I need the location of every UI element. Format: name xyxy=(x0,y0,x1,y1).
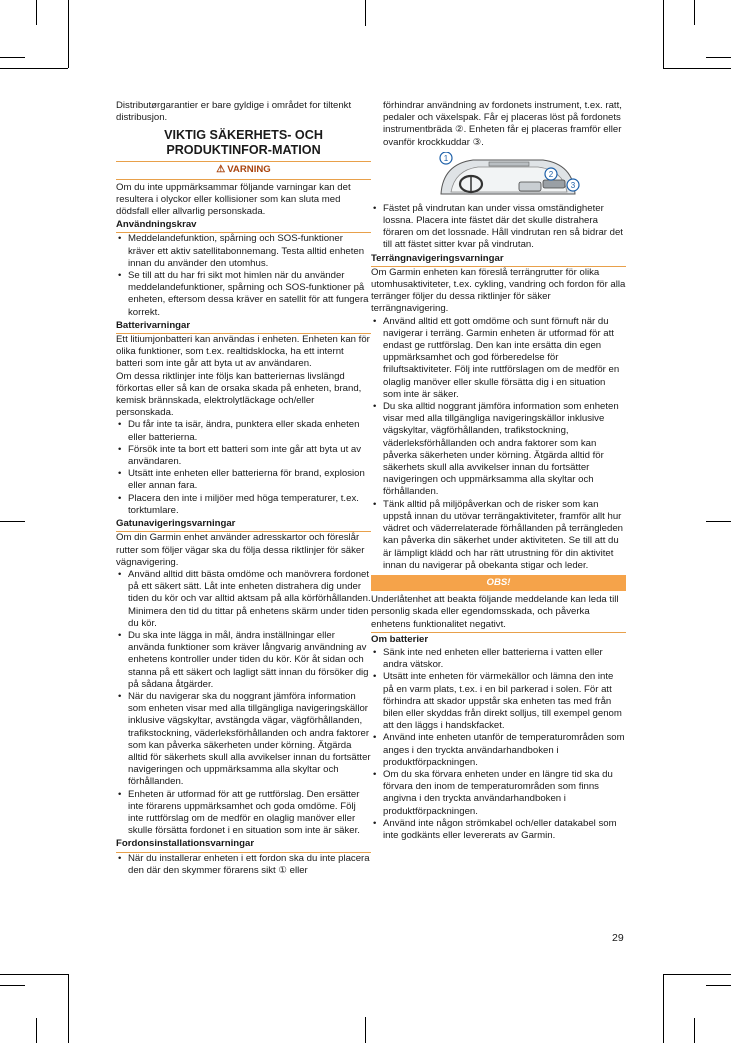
battery-paragraph: Ett litiumjonbatteri kan användas i enheten. Enheten kan för olika funktioner, som t.ex. realtidsklocka, ha ett internt batteri som inte går att byta ut av användaren. xyxy=(116,334,370,370)
battery-warnings-heading: Batterivarningar xyxy=(116,320,371,334)
list-item: • Försök inte ta bort ett batteri som inte går att byta ut av användaren. xyxy=(116,444,371,468)
street-navigation-paragraph: Om din Garmin enhet använder adresskartor och föreslår rutter som följer vägar ska du följa dessa riktlinjer för säker vägnavigering. xyxy=(116,532,365,568)
continued-list-item: förhindrar användning av fordonets instrument, t.ex. ratt, pedaler och växelspak. Får ej placeras löst på fordonets instrumentbräda ②. Enheten får ej placeras framför eller ovanför krockkuddar ③. xyxy=(383,100,622,148)
list-item: • Du ska alltid noggrant jämföra information som enheten visar med alla tillgängliga navigeringskällor inklusive vägskyltar, vägförhållanden, trafikstockning, väderleksförhållanden och andra faktorer som kan påverka säkerheten under körning. Ätgärda alltid för säkerhets skull alla avvikelser innan du fortsätter navigeringen och uppmärksamma alla skyltar och förhållanden. xyxy=(371,401,626,499)
callout-number: 1 xyxy=(443,153,449,163)
terrain-navigation-heading: Terrängnavigeringsvarningar xyxy=(371,253,626,267)
notice-text: Underlåtenhet att beakta följande meddelande kan leda till personlig skada eller egendomsskada, och påverka enhetens funktionalitet negativt. xyxy=(371,594,626,633)
list-item: • Se till att du har fri sikt mot himlen när du använder meddelandefunktioner, spårning och SOS-funktioner på enheten, eftersom dessa kräver en satellit för att fungera korrekt. xyxy=(116,270,371,319)
usage-requirements-list xyxy=(116,233,371,318)
notice-banner: OBS! xyxy=(371,575,626,591)
list-item: • Placera den inte i miljöer med höga temperaturer, t.ex. torktumlare. xyxy=(116,493,371,517)
dashboard-illustration xyxy=(433,152,583,200)
crop-mark xyxy=(36,1018,37,1043)
crop-mark xyxy=(663,974,731,975)
street-navigation-heading: Gatunavigeringsvarningar xyxy=(116,518,371,532)
usage-requirements-heading: Användningskrav xyxy=(116,219,371,233)
list-item: • När du navigerar ska du noggrant jämföra information som enheten visar med alla tillgängliga navigeringskällor inklusive vägskyltar, avstängda vägar, vägförhållanden, trafikstockning, väderleksförhållanden och andra faktorer som kan påverka säkerheten under körning. Ätgärda alltid för säkerhets skull alla avvikelser innan du fortsätter navigeringen och uppmärksamma alla skyltar och förhållanden. xyxy=(116,691,371,789)
warning-text: Om du inte uppmärksammar följande varningar kan det resultera i olyckor eller kollisioner som kan sluta med dödsfall eller allvarlig personskada. xyxy=(116,181,351,218)
distribution-intro: Distributørgarantier er bare gyldige i området for tiltenkt distribusjon. xyxy=(116,100,352,124)
street-navigation-list xyxy=(116,569,371,837)
about-batteries-heading: Om batterier xyxy=(371,633,429,645)
callout-number: 2 xyxy=(548,169,554,179)
crop-mark xyxy=(663,68,731,69)
list-item: • Om du ska förvara enheten under en längre tid ska du förvara den inom de temperaturområden som finns angivna i den tryckta användarhandboken i produktförpackningen. xyxy=(371,769,626,818)
crop-mark xyxy=(0,974,68,975)
terrain-navigation-list xyxy=(371,316,626,572)
callout-number: 3 xyxy=(570,180,576,190)
list-item: • Enheten är utformad för att ge ruttförslag. Den ersätter inte förarens uppmärksamhet och goda omdöme. Följ inte ruttförslag om de medför en olaglig manöver eller skulle försätta fordonet i en situation som inte är säker. xyxy=(116,789,371,838)
terrain-navigation-paragraph: Om Garmin enheten kan föreslå terrängrutter för olika utomhusaktiviteter, t.ex. cykling, vandring och fordon för alla terränger följer du dessa riktlinjer för säker terrängnavigering. xyxy=(371,266,626,315)
list-item: • Använd alltid ditt bästa omdöme och manövrera fordonet på ett säkert sätt. Låt inte enheten distrahera dig under tiden du kör och var alltid aktsam på alla körförhållanden. Minimera den tid du tittar på enhetens skärm under tiden du kör. xyxy=(116,569,371,630)
crop-mark xyxy=(0,68,68,69)
crop-mark xyxy=(706,521,731,522)
list-item: • Använd inte någon strömkabel och/eller datakabel som inte godkänts eller levererats av Garmin. xyxy=(371,818,626,842)
crop-mark xyxy=(694,1018,695,1043)
crop-mark xyxy=(663,974,664,1043)
mount-warnings-list xyxy=(371,203,626,252)
warning-banner xyxy=(116,161,371,179)
page-number: 29 xyxy=(612,932,624,944)
crop-mark xyxy=(663,0,664,68)
list-item: • Använd inte enheten utanför de temperaturområden som anges i den tryckta användarhandboken i produktförpackningen. xyxy=(371,732,626,769)
crop-mark xyxy=(706,985,731,986)
list-item: • Utsätt inte enheten eller batterierna för brand, explosion eller annan fara. xyxy=(116,468,371,492)
warning-triangle-icon: ⚠ xyxy=(216,164,226,176)
crop-mark xyxy=(36,0,37,25)
battery-warnings-list xyxy=(116,419,371,517)
left-column xyxy=(116,100,371,877)
section-title: VIKTIG SÄKERHETS- OCH PRODUKTINFOR-MATION xyxy=(164,128,323,157)
about-batteries-list xyxy=(371,647,626,842)
vehicle-installation-list xyxy=(116,853,371,877)
list-item: • Du får inte ta isär, ändra, punktera eller skada enheten eller batterierna. xyxy=(116,419,371,443)
battery-paragraph: Om dessa riktlinjer inte följs kan batteriernas livslängd förkortas eller så kan de orsaka skada på enheten, brand, kemisk brännskada, elektrolytläckage och/eller personskada. xyxy=(116,370,362,419)
list-item: • Fästet på vindrutan kan under vissa omständigheter lossna. Placera inte fästet där det skulle distrahera föraren om det lossnade. Håll vindrutan ren så bidrar det till att fästet sitter kvar på vindrutan. xyxy=(371,203,626,252)
right-column xyxy=(371,100,626,842)
list-item: • Sänk inte ned enheten eller batterierna i vatten eller andra vätskor. xyxy=(371,647,626,671)
crop-mark xyxy=(68,0,69,68)
warning-label: VARNING xyxy=(227,164,271,176)
list-item: • Använd alltid ett gott omdöme och sunt förnuft när du navigerar i terräng. Garmin enheten är utformad för att endast ge ruttförslag. Den kan inte ersätta din egen uppmärksamhet och god förberedelse för friluftsaktiviteter. Följ inte ruttförslagen om de medför en olaglig manöver eller skulle försätta dig i en situation som inte är säker. xyxy=(371,316,626,401)
list-item: • När du installerar enheten i ett fordon ska du inte placera den där den skymmer förarens sikt ① eller xyxy=(116,853,371,877)
list-item: • Du ska inte lägga in mål, ändra inställningar eller använda funktioner som kräver långvarig användning av enhetens kontroller under tiden du kör. Kör åt sidan och stanna på ett säkert och lagligt sätt innan du försöker dig på sådana åtgärder. xyxy=(116,630,371,691)
crop-mark xyxy=(68,974,69,1043)
list-item: • Meddelandefunktion, spårning och SOS-funktioner kräver ett aktiv satellitabonnemang. Testa alltid enheten innan du använder den utomhus. xyxy=(116,233,371,270)
list-item: • Tänk alltid på miljöpåverkan och de risker som kan uppstå innan du utövar terrängaktiviteter, framför allt hur vädret och väderrelaterade förhållanden på terrängleden kan påverka din säkerhet under aktiviteten. Se till att du är lämpligt klädd och har rätt utrustning för din aktivitet innan du navigerar på obekanta stigar och leder. xyxy=(371,499,626,572)
crop-mark xyxy=(0,57,25,58)
list-item: • Utsätt inte enheten för värmekällor och lämna den inte på en varm plats, t.ex. i en bil parkerad i solen. För att förhindra att skador uppstår ska enheten tas med från bilen eller skyddas från direkt solljus, till exempel genom att den läggs i handskfacket. xyxy=(371,671,626,732)
crop-mark xyxy=(694,0,695,25)
crop-mark xyxy=(0,521,25,522)
vehicle-installation-heading: Fordonsinstallationsvarningar xyxy=(116,838,371,852)
crop-mark xyxy=(365,0,366,26)
crop-mark xyxy=(365,1017,366,1043)
crop-mark xyxy=(706,57,731,58)
crop-mark xyxy=(0,985,25,986)
